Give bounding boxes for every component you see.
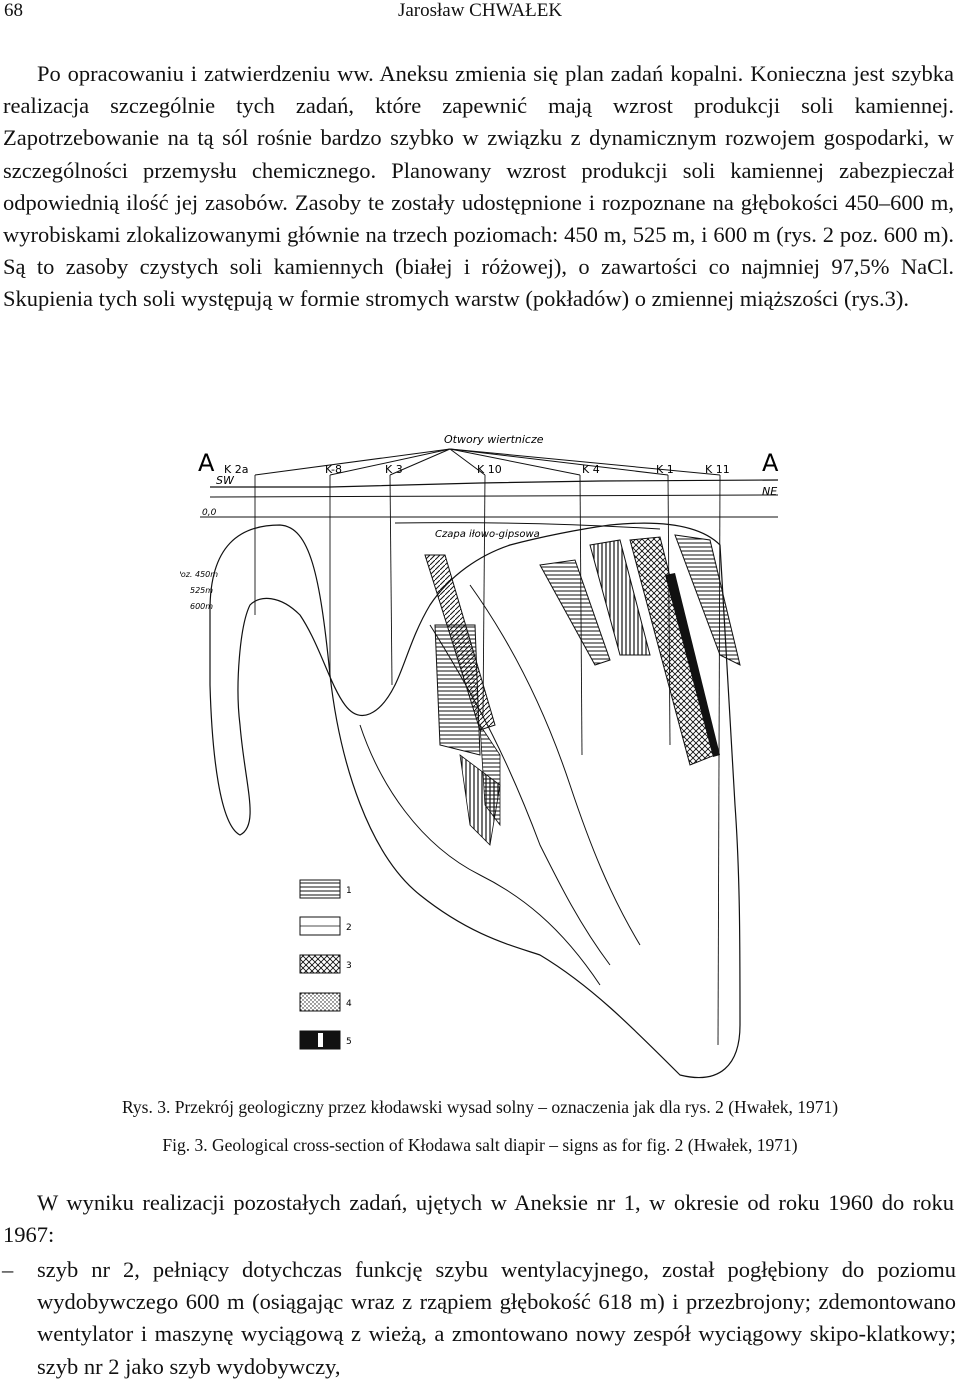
well-label: K 2a (224, 463, 249, 476)
well-label: K 1 (656, 463, 674, 476)
direction-sw: SW (216, 474, 234, 487)
running-title: Jarosław CHWAŁEK (397, 0, 563, 21)
upper-layer-line (210, 495, 778, 497)
legend-label: 2 (346, 923, 352, 933)
geological-cross-section-figure (180, 425, 780, 1090)
level-label: 600m (190, 602, 214, 611)
list-item-text: szyb nr 2, pełniący dotychczas funkcję szybu wentylacyjnego, został pogłębiony do poziomu wydobywczego 600 m (osiągając wraz z rząpiem głębokość 618 m) i przezbrojony; zdemontowano wentylator i maszynę wyciągową z wieżą, a zmontowano nowy zespół wyciągowy skipo-klatkowy; szyb nr 2 jako szyb wydobywczy, (37, 1257, 956, 1379)
fold-line (360, 725, 600, 985)
legend-label: 5 (346, 1037, 352, 1047)
well-label: K 4 (582, 463, 600, 476)
well-label: K-8 (325, 463, 343, 476)
body-paragraph-2: W wyniku realizacji pozostałych zadań, ujętych w Aneksie nr 1, w okresie od roku 1960 do roku 1967: (3, 1190, 954, 1248)
list-item (0, 1254, 956, 1383)
cap-rock-label: Czapa iłowo-gipsowa (435, 529, 540, 540)
figure-caption-polish: Rys. 3. Przekrój geologiczny przez kłodawski wysad solny – oznaczenia jak dla rys. 2 (Hwałek, 1971) (121, 1097, 839, 1117)
legend (300, 880, 352, 1049)
legend-swatch (300, 880, 340, 898)
level-zero-label: 0,0 (202, 508, 217, 518)
salt-layer-horizontal (435, 625, 480, 755)
page-number: 68 (4, 0, 23, 21)
page-header (0, 0, 960, 26)
direction-ne: NE (762, 485, 778, 498)
list-dash: – (2, 1257, 14, 1282)
legend-swatch (300, 955, 340, 973)
legend-swatch (300, 993, 340, 1011)
legend-label: 3 (346, 961, 352, 971)
level-label: Poz. 450m (180, 570, 219, 579)
figure-caption-english: Fig. 3. Geological cross-section of Kłodawa salt diapir – signs as for fig. 2 (Hwałek, 1971) (162, 1135, 798, 1155)
depth-levels (180, 570, 218, 611)
section-start-label: A (198, 449, 215, 477)
level-label: 525m (190, 586, 214, 595)
legend-label: 4 (346, 999, 352, 1009)
task-list (0, 1254, 956, 1383)
well-label: K 11 (705, 463, 730, 476)
legend-label: 1 (346, 886, 352, 896)
cross-section-drawing (180, 425, 780, 1090)
section-end-label: A (762, 449, 779, 477)
body-paragraph-1: Po opracowaniu i zatwierdzeniu ww. Aneksu zmienia się plan zadań kopalni. Konieczna jest szybka realizacja szczególnie tych zadań, które zapewnić mają wzrost produkcji soli kamiennej. Zapotrzebowanie na tą sól rośnie bardzo szybko w związku z dynamicznym rozwojem gospodarki, w szczególności przemysłu chemicznego. Planowany wzrost produkcji soli kamiennej zabezpieczał odpowiednią ilość jej zasobów. Zasoby te zostały udostępnione i rozpoznane na głębokości 450–600 m, wyrobiskami zlokalizowanymi głównie na trzech poziomach: 450 m, 525 m, i 600 m (rys. 2 poz. 600 m). Są to zasoby czystych soli kamiennych (białej i różowej), o zawartości co najmniej 97,5% NaCl. Skupienia tych soli występują w formie stromych warstw (pokładów) o zmiennej miąższości (rys.3). (3, 61, 954, 312)
ground-surface-line (210, 480, 778, 487)
well-label: K 3 (385, 463, 403, 476)
drillholes-title: Otwory wiertnicze (444, 433, 544, 446)
well-label: K 10 (477, 463, 502, 476)
